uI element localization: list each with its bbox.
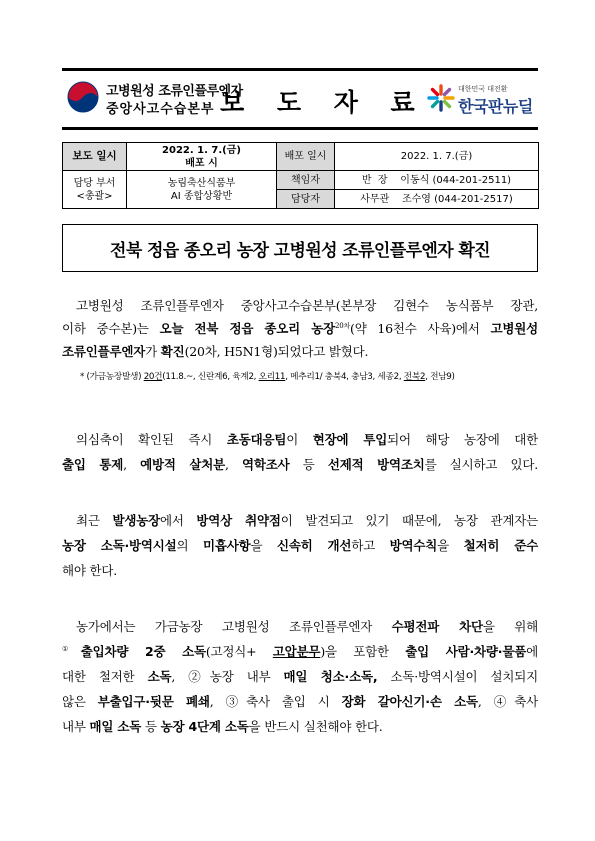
headline-box <box>62 224 538 272</box>
paragraph-4-line-3: 대한 철저한 소독, ②농장 내부 매일 청소·소독, 소독·방역시설이 설치되지 <box>62 669 538 684</box>
distribution-time-value: 2022. 1. 7.(금) <box>335 143 539 171</box>
headline: 전북 정읍 종오리 농장 고병원성 조류인플루엔자 확진 <box>110 240 490 261</box>
paragraph-2-line-1: 의심축이 확인된 즉시 초동대응팀이 현장에 투입되어 해당 농장에 대한 <box>76 432 538 447</box>
footnote-farm-outbreaks: * (가금농장발생) 20건(11.8.~, 신란계6, 육계2, 오리11, 메추리1/ 충북4, 충남3, 세종2, 전북2, 전남9) <box>80 372 455 382</box>
org-name-line2: 중앙사고수습본부 <box>106 102 215 117</box>
new-deal-logo-icon <box>426 83 456 113</box>
paragraph-4-line-4: 않은 부출입구·뒷문 폐쇄, ③축사 출입 시 장화 갈아신기·손 소독, ④축사 <box>62 694 539 709</box>
paragraph-3-line-1: 최근 발생농장에서 방역상 취약점이 발견되고 있기 때문에, 농장 관계자는 <box>76 513 538 528</box>
department-label: 담당 부서 <총괄> <box>63 171 127 209</box>
distribution-time-label: 배포 일시 <box>277 143 335 171</box>
paragraph-4-line-5: 내부 매일 소독 등 농장 4단계 소독을 반드시 실천해야 한다. <box>62 719 383 734</box>
press-release-title: 보 도 자 료 <box>220 88 427 117</box>
release-time-value: 2022. 1. 7.(금) 배포 시 <box>127 143 277 171</box>
org-name-line1: 고병원성 조류인플루엔자 <box>106 84 243 99</box>
paragraph-1-line-1: 고병원성 조류인플루엔자 중앙사고수습본부(본부장 김현수 농식품부 장관, <box>76 298 538 313</box>
paragraph-4-line-1: 농가에서는 가금농장 고병원성 조류인플루엔자 수평전파 차단을 위해 <box>76 619 538 634</box>
paragraph-1-line-2: 이하 중수본)는 오늘 전북 정읍 종오리 농장$^{20차}$(약 16천수 사육)에서 고병원성 <box>62 321 538 336</box>
paragraph-4-line-2: ①출입차량 2중 소독(고정식+ 고압분무)을 포함한 출입 사람·차량·물품에 <box>62 644 538 659</box>
paragraph-1-line-3: 조류인플루엔자가 확진(20차, H5N1형)되었다고 밝혔다. <box>62 344 369 359</box>
chief-label: 책임자 <box>277 171 335 190</box>
department-value: 농림축산식품부 AI 종합상황반 <box>127 171 277 209</box>
staff-label: 담당자 <box>277 190 335 209</box>
chief-contact: 반 장 이동식 (044-201-2511) <box>335 171 539 190</box>
release-time-label: 보도 일시 <box>63 143 127 171</box>
new-deal-wordmark: 한국판뉴딜 <box>458 97 533 116</box>
release-info-table <box>62 142 539 209</box>
paragraph-2-line-2: 출입 통제, 예방적 살처분, 역학조사 등 선제적 방역조치를 실시하고 있다. <box>62 457 539 472</box>
government-emblem-icon <box>66 80 100 114</box>
paragraph-3-line-3: 해야 한다. <box>62 563 118 578</box>
paragraph-3-line-2: 농장 소독·방역시설의 미흡사항을 신속히 개선하고 방역수칙을 철저히 준수 <box>62 538 538 553</box>
staff-contact: 사무관 조수영 (044-201-2517) <box>335 190 539 209</box>
new-deal-tagline: 대한민국 대전환 <box>458 85 508 93</box>
